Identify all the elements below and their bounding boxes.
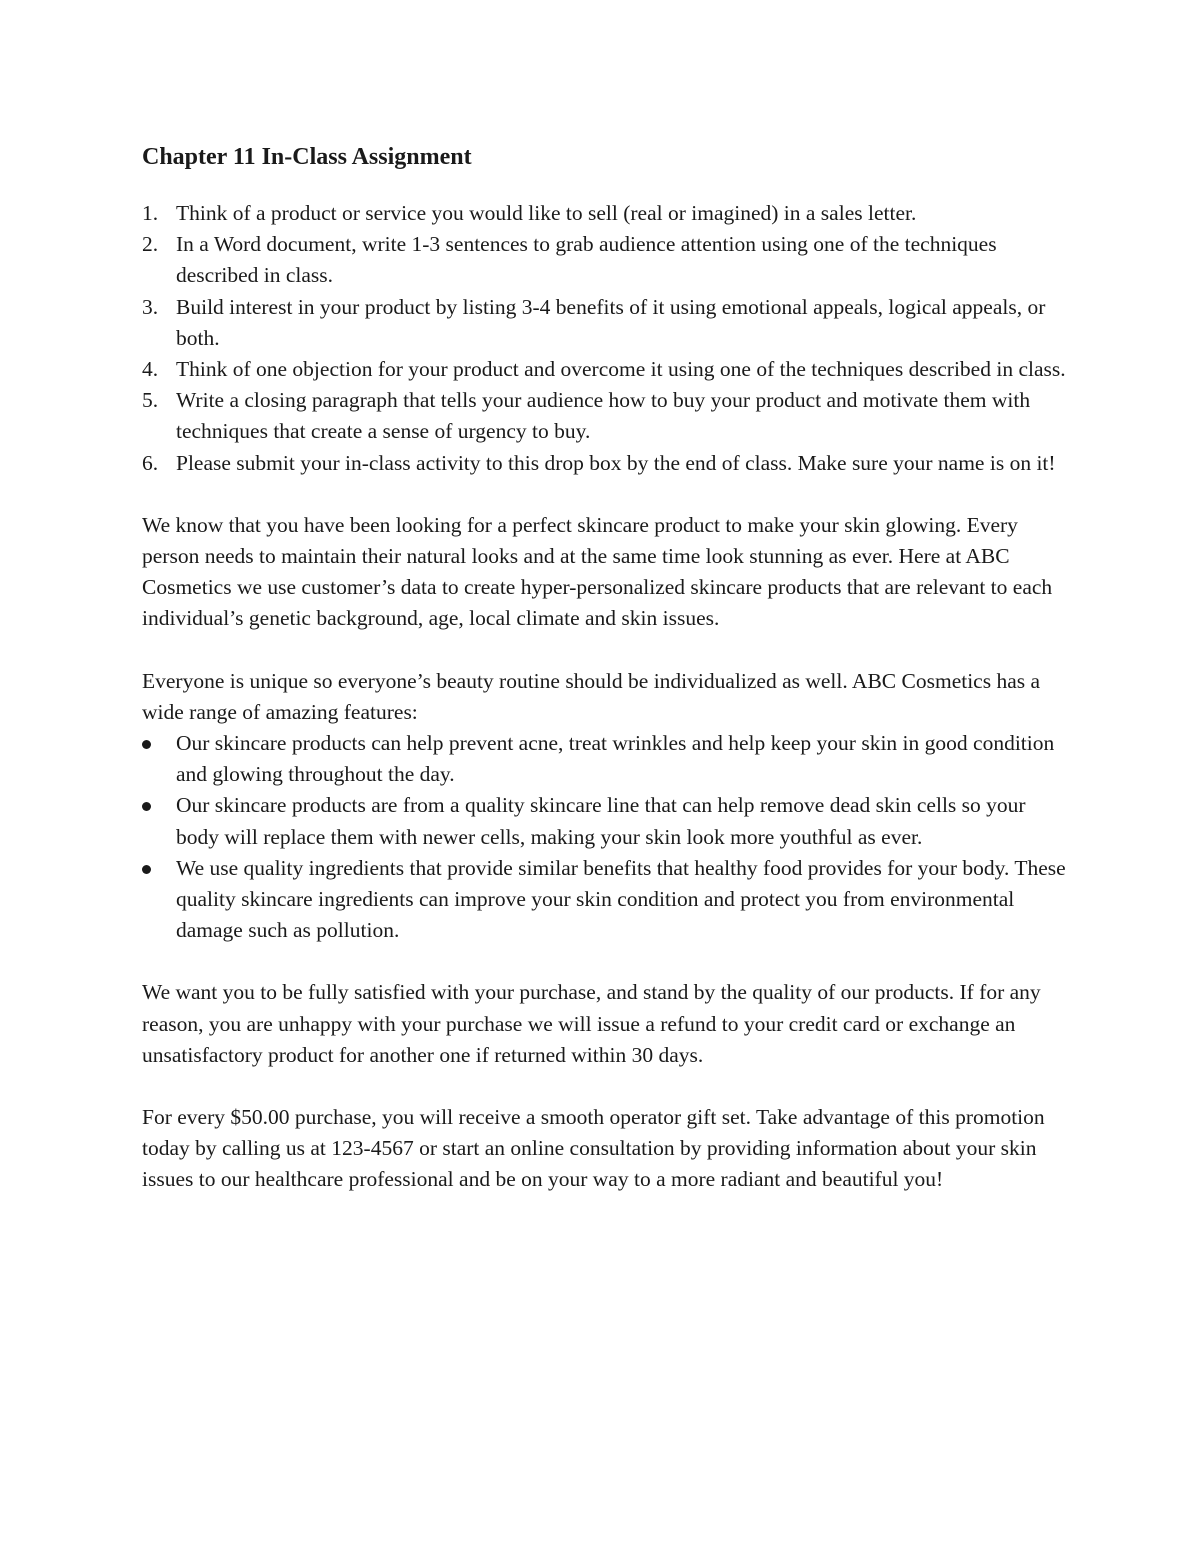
guarantee-paragraph: We want you to be fully satisfied with your purchase, and stand by the quality of our products. If for any reason, you are unhappy with your purchase we will issue a refund to your credit card or exchange an unsatisfactory product for another one if returned within 30 days.	[142, 980, 1041, 1067]
bullet-text: Our skincare products are from a quality skincare line that can help remove dead skin cells so your body will replace them with newer cells, making your skin look more youthful as ever.	[176, 793, 1026, 849]
step-number: 2.	[142, 232, 159, 257]
intro-paragraph: We know that you have been looking for a perfect skincare product to make your skin glowing. Every person needs to maintain their natural looks and at the same time look stunning as ever. Here at ABC Cosmetics we use customer’s data to create hyper-personalized skincare products that are relevant to each individual’s genetic background, age, local climate and skin issues.	[142, 512, 1053, 631]
step-number: 3.	[142, 294, 159, 319]
step-text: Build interest in your product by listing 3-4 benefits of it using emotional appeals, logical appeals, or both.	[176, 294, 1046, 350]
document-title: Chapter 11 In-Class Assignment	[142, 144, 472, 170]
list-item	[142, 354, 1067, 385]
features-paragraph: Everyone is unique so everyone’s beauty routine should be individualized as well. ABC Cosmetics has a wide range of amazing features:	[142, 668, 1041, 724]
step-text: In a Word document, write 1-3 sentences to grab audience attention using one of the techniques described in class.	[176, 232, 997, 288]
bullet-icon	[142, 865, 151, 874]
step-text: Think of one objection for your product and overcome it using one of the techniques described in class.	[176, 357, 1066, 382]
document-body	[142, 140, 1067, 1196]
bullet-icon	[142, 802, 151, 811]
assignment-steps-list	[142, 198, 1067, 479]
step-text: Think of a product or service you would like to sell (real or imagined) in a sales letter.	[176, 201, 917, 225]
list-item	[142, 853, 1067, 947]
closing-paragraph: For every $50.00 purchase, you will receive a smooth operator gift set. Take advantage of this promotion today by calling us at 123-4567 or start an online consultation by providing information about your skin issues to our healthcare professional and be on your way to a more radiant and beautiful you!	[142, 1105, 1045, 1192]
step-text: Write a closing paragraph that tells your audience how to buy your product and motivate them with techniques that create a sense of urgency to buy.	[176, 388, 1031, 444]
list-item	[142, 292, 1067, 354]
step-number: 1.	[142, 201, 159, 225]
step-number: 5.	[142, 388, 159, 413]
step-number: 6.	[142, 450, 159, 475]
list-item	[142, 385, 1067, 447]
list-item	[142, 229, 1067, 291]
list-item	[142, 728, 1067, 790]
features-bullet-list	[142, 728, 1067, 946]
step-text: Please submit your in-class activity to this drop box by the end of class. Make sure your name is on it!	[176, 450, 1056, 475]
bullet-text: We use quality ingredients that provide similar benefits that healthy food provides for your body. These quality skincare ingredients can improve your skin condition and protect you from environmental damage such as pollution.	[176, 855, 1066, 943]
list-item	[142, 790, 1067, 852]
list-item	[142, 198, 1067, 229]
step-number: 4.	[142, 357, 159, 382]
list-item	[142, 448, 1067, 479]
bullet-text: Our skincare products can help prevent acne, treat wrinkles and help keep your skin in good condition and glowing throughout the day.	[176, 731, 1055, 787]
bullet-icon	[142, 740, 151, 749]
